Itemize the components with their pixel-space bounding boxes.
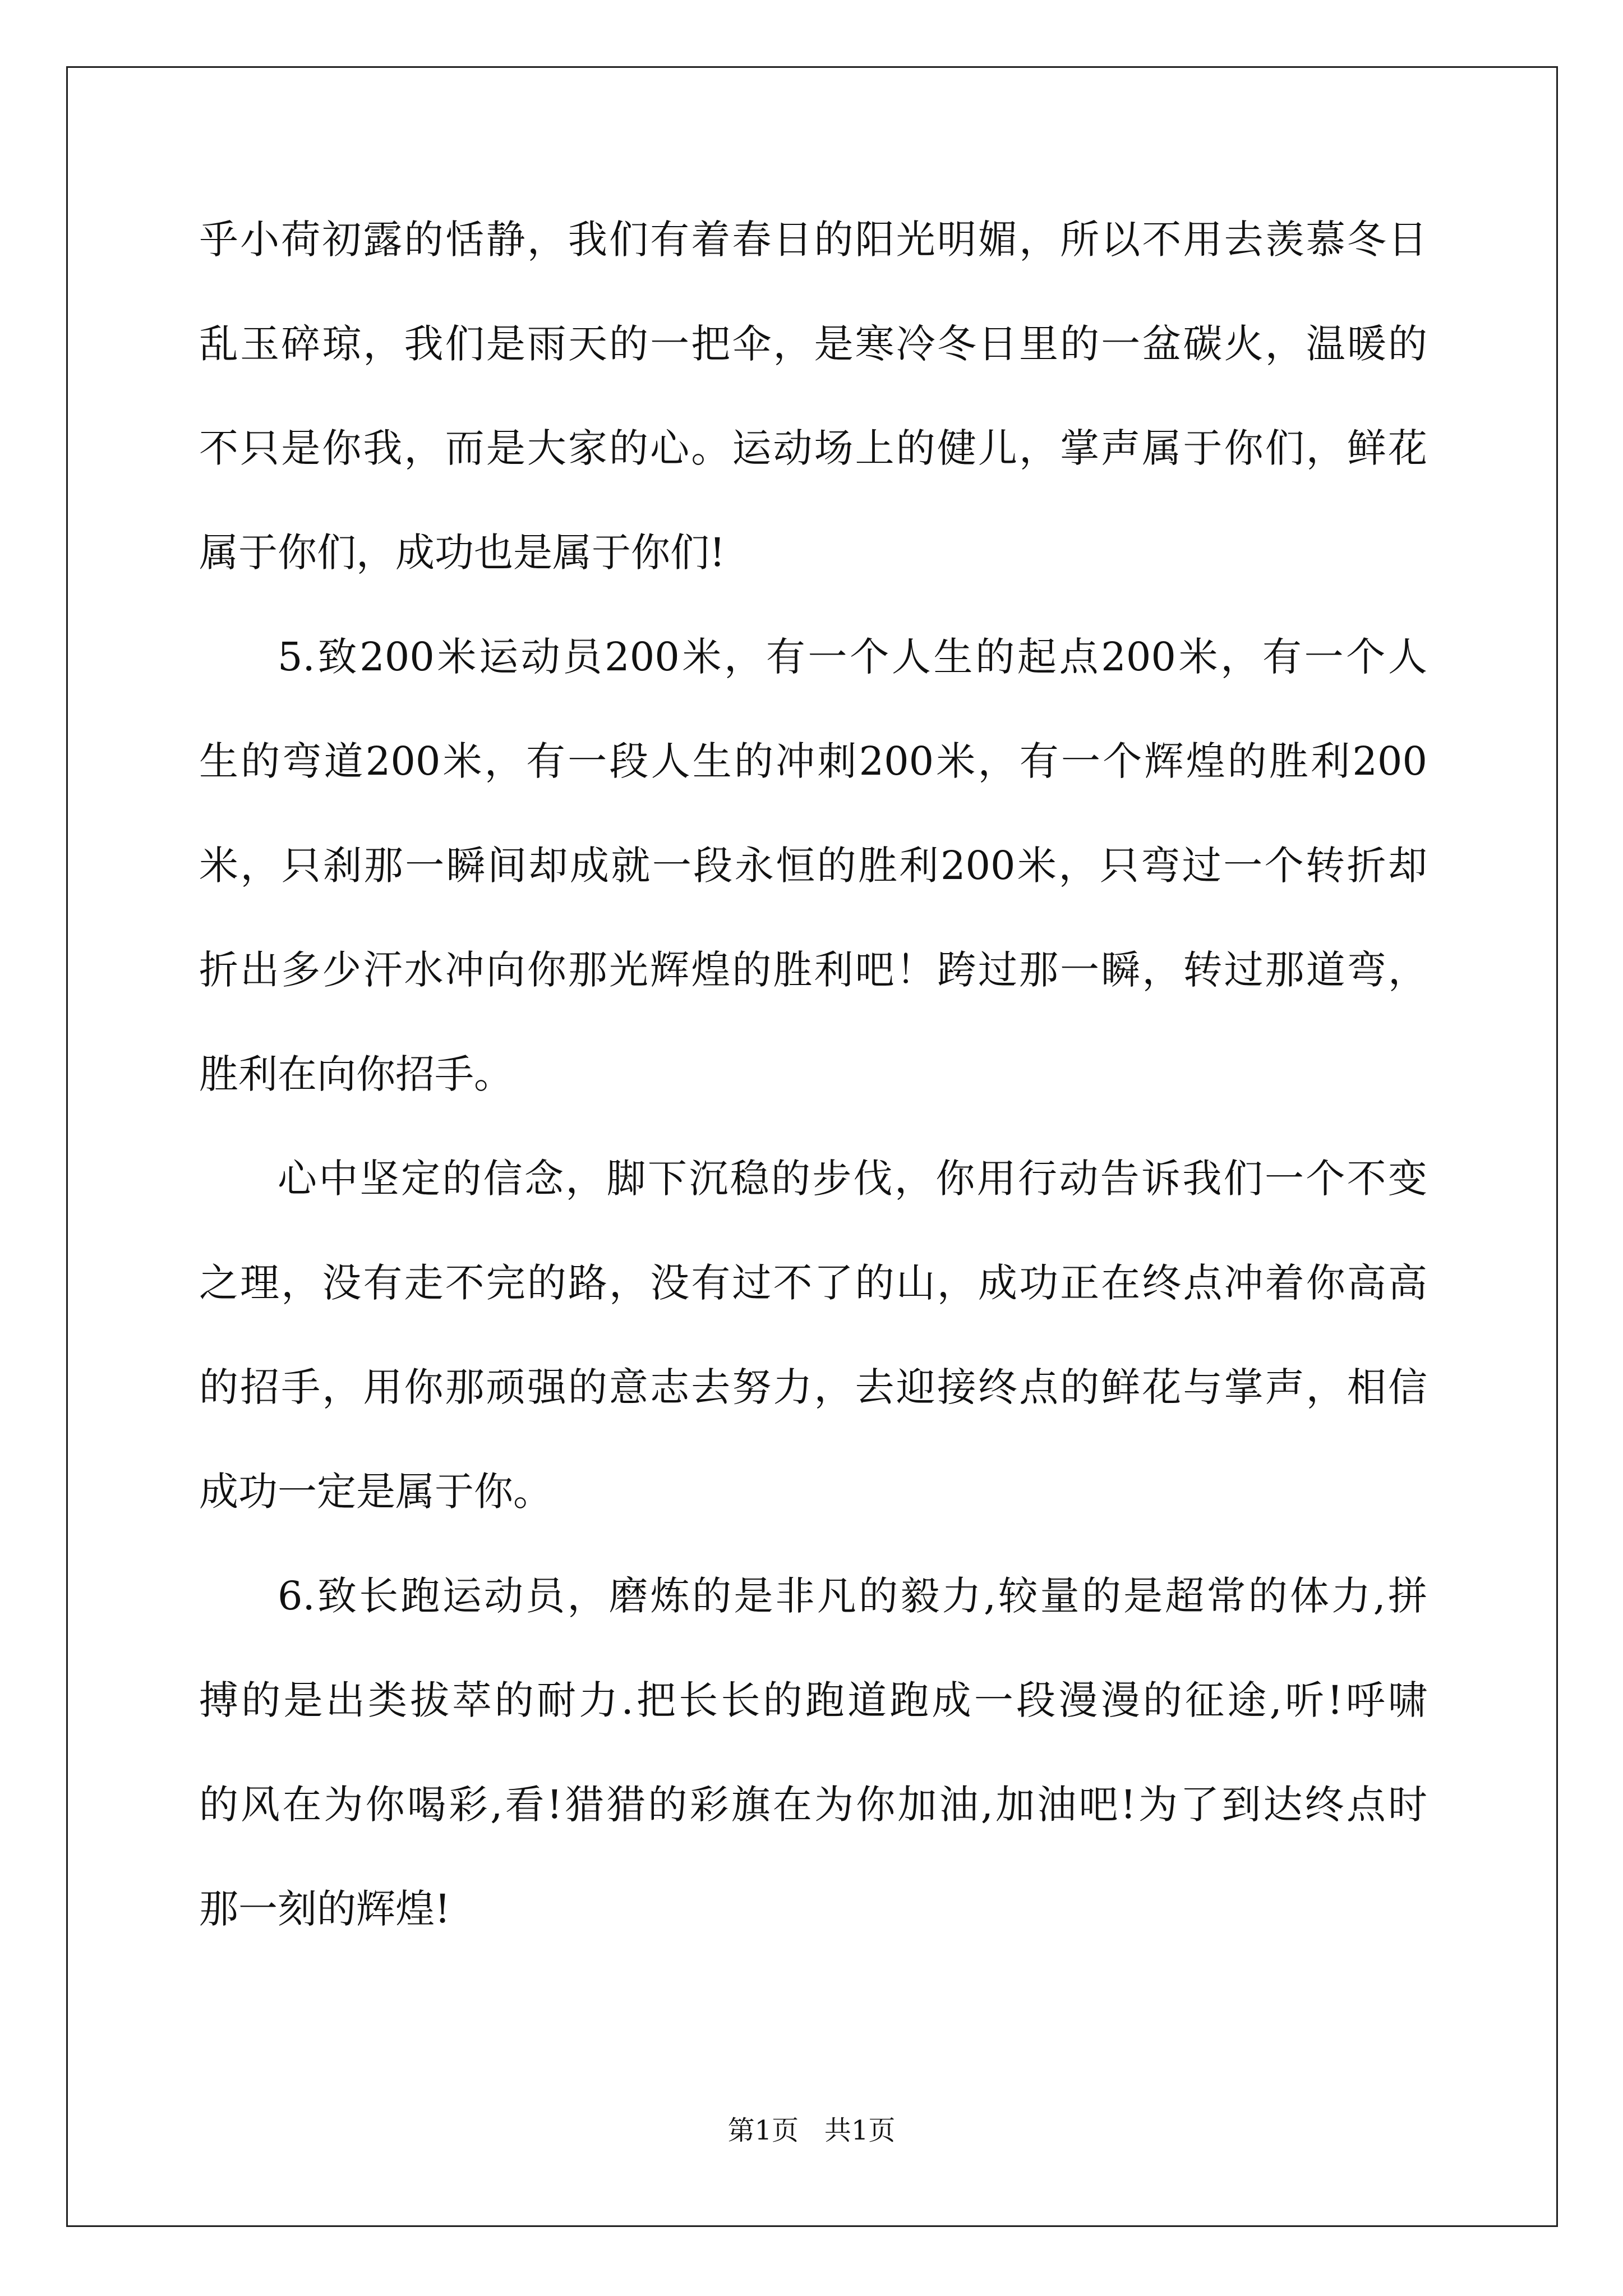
text-line: 那一刻的辉煌! bbox=[199, 1886, 451, 1932]
text-line: 属于你们，成功也是属于你们! bbox=[199, 530, 726, 576]
text-line: 6.致长跑运动员，磨炼的是非凡的毅力,较量的是超常的体力,拼 bbox=[278, 1573, 1427, 1619]
text-line: 不只是你我，而是大家的心。运动场上的健儿，掌声属于你们，鲜花 bbox=[199, 425, 1427, 471]
text-line: 胜利在向你招手。 bbox=[199, 1051, 513, 1097]
page-footer: 第1页 共1页 bbox=[727, 2115, 896, 2146]
text-line: 的招手，用你那顽强的意志去努力，去迎接终点的鲜花与掌声，相信 bbox=[199, 1364, 1427, 1410]
document-body bbox=[199, 213, 1427, 1987]
text-line: 成功一定是属于你。 bbox=[199, 1469, 552, 1515]
text-line: 心中坚定的信念，脚下沉稳的步伐，你用行动告诉我们一个不变 bbox=[278, 1156, 1427, 1202]
text-line: 的风在为你喝彩,看!猎猎的彩旗在为你加油,加油吧!为了到达终点时 bbox=[199, 1782, 1427, 1828]
text-line: 生的弯道200米，有一段人生的冲刺200米，有一个辉煌的胜利200 bbox=[199, 738, 1427, 784]
text-line: 搏的是出类拔萃的耐力.把长长的跑道跑成一段漫漫的征途,听!呼啸 bbox=[199, 1677, 1427, 1723]
text-line: 乎小荷初露的恬静，我们有着春日的阳光明媚，所以不用去羡慕冬日 bbox=[199, 217, 1427, 263]
text-line: 5.致200米运动员200米，有一个人生的起点200米，有一个人 bbox=[278, 634, 1427, 680]
text-line: 米，只刹那一瞬间却成就一段永恒的胜利200米，只弯过一个转折却 bbox=[199, 843, 1427, 889]
text-line: 乱玉碎琼，我们是雨天的一把伞，是寒冷冬日里的一盆碳火，温暖的 bbox=[199, 321, 1427, 367]
text-line: 之理，没有走不完的路，没有过不了的山，成功正在终点冲着你高高 bbox=[199, 1260, 1427, 1306]
text-line: 折出多少汗水冲向你那光辉煌的胜利吧！跨过那一瞬，转过那道弯， bbox=[199, 947, 1427, 993]
